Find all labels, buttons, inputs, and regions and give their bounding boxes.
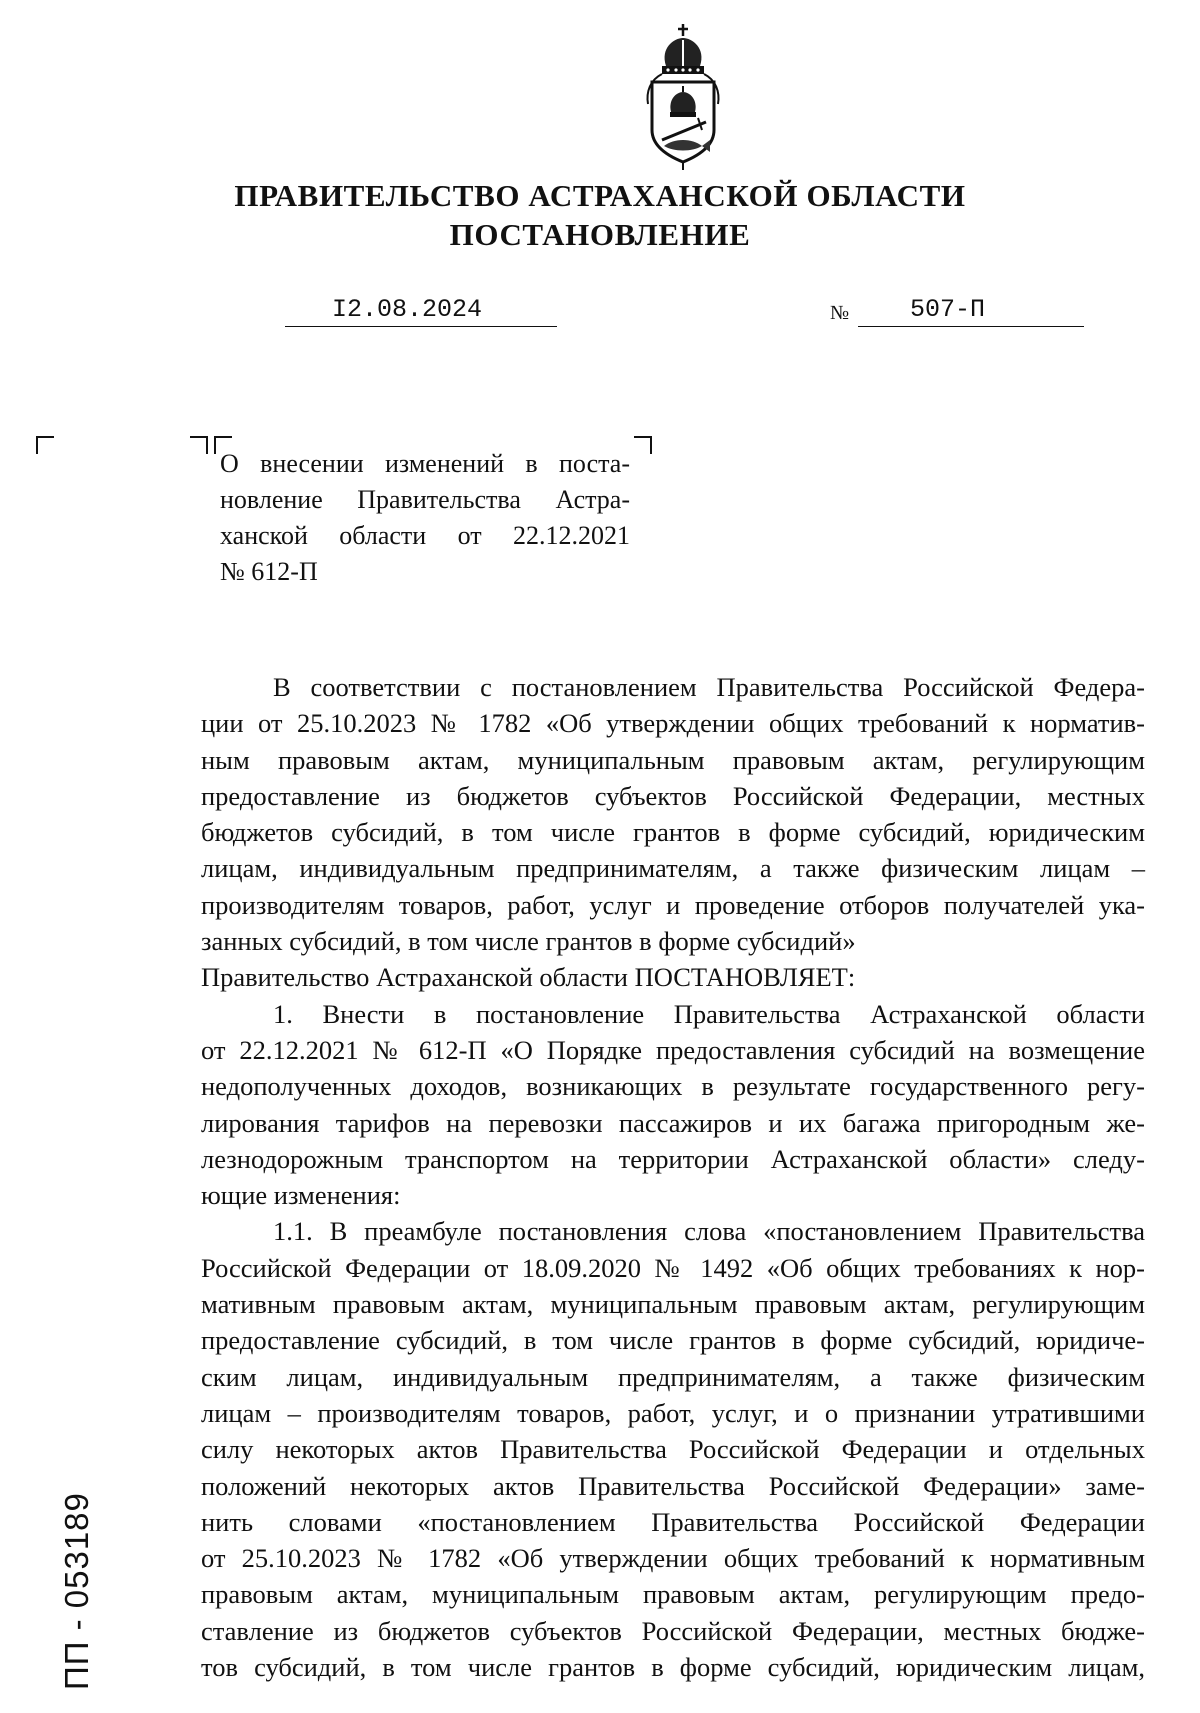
corner-mark-subject-close <box>634 436 652 454</box>
body-line: правовым актам, муниципальным правовым актам, регулирующим предо- <box>201 1579 1145 1610</box>
body-line: от 25.10.2023 № 1782 «Об утверждении общих требований к нормативным <box>201 1543 1145 1574</box>
body-line: 1.1. В преамбуле постановления слова «постановлением Правительства <box>273 1216 1145 1247</box>
body-line: ставление из бюджетов субъектов Российской Федерации, местных бюдже- <box>201 1615 1145 1646</box>
body-line: лицам – производителям товаров, работ, услуг, и о признании утратившими <box>201 1397 1145 1428</box>
body-line: силу некоторых актов Правительства Российской Федерации и отдельных <box>201 1434 1145 1465</box>
body-line: производителям товаров, работ, услуг и проведение отборов получателей ука- <box>201 889 1145 920</box>
body-line: ющие изменения: <box>201 1180 401 1211</box>
body-line: занных субсидий, в том числе грантов в форме субсидий» <box>201 926 856 957</box>
body-line: бюджетов субсидий, в том числе грантов в форме субсидий, юридическим <box>201 817 1145 848</box>
date-field <box>285 290 557 327</box>
document-date: I2.08.2024 <box>332 295 483 324</box>
document-body <box>201 669 1145 1685</box>
subject-line: О внесении изменений в поста- <box>220 449 630 478</box>
subject-line: новление Правительства Астра- <box>220 485 630 514</box>
body-line: лезнодорожным транспортом на территории Астраханской области» следу- <box>201 1143 1145 1174</box>
number-field <box>858 290 1084 327</box>
body-line: ским лицам, индивидуальным предпринимателям, а также физическим <box>201 1361 1145 1392</box>
body-line: ным правовым актам, муниципальным правовым актам, регулирующим <box>201 744 1145 775</box>
subject-line: ханской области от 22.12.2021 <box>220 521 630 550</box>
body-line: тов субсидий, в том числе грантов в форме субсидий, юридическим лицам, <box>201 1652 1145 1683</box>
number-label: № <box>830 302 850 324</box>
subject-line: № 612-П <box>220 557 318 586</box>
body-line: 1. Внести в постановление Правительства Астраханской области <box>273 998 1145 1029</box>
body-line: лицам, индивидуальным предпринимателям, а также физическим лицам – <box>201 853 1145 884</box>
margin-serial-stamp: ПП - 053189 <box>58 1492 95 1690</box>
document-number: 507-П <box>910 295 986 324</box>
coat-of-arms-emblem <box>638 22 728 172</box>
body-line: положений некоторых актов Правительства Российской Федерации» заме- <box>201 1470 1145 1501</box>
document-subject <box>220 446 630 590</box>
corner-mark-subject-start <box>190 436 208 454</box>
body-line: В соответствии с постановлением Правительства Российской Федера- <box>273 672 1145 702</box>
body-line: лирования тарифов на перевозки пассажиров и их багажа пригородным же- <box>201 1107 1145 1138</box>
body-line: ции от 25.10.2023 № 1782 «Об утверждении общих требований к норматив- <box>201 708 1145 739</box>
body-line: от 22.12.2021 № 612-П «О Порядке предоставления субсидий на возмещение <box>201 1034 1145 1065</box>
body-line: предоставление субсидий, в том числе грантов в форме субсидий, юридиче- <box>201 1325 1145 1356</box>
body-line: нить словами «постановлением Правительства Российской Федерации <box>201 1506 1145 1537</box>
body-line: предоставление из бюджетов субъектов Российской Федерации, местных <box>201 780 1145 811</box>
body-line: мативным правовым актам, муниципальным правовым актам, регулирующим <box>201 1289 1145 1320</box>
body-line: недополученных доходов, возникающих в результате государственного регу- <box>201 1071 1145 1102</box>
corner-mark-left <box>36 436 54 454</box>
document-type-title: ПОСТАНОВЛЕНИЕ <box>449 217 751 252</box>
body-line: Российской Федерации от 18.09.2020 № 1492 «Об общих требованиях к нор- <box>201 1252 1145 1283</box>
authority-title: ПРАВИТЕЛЬСТВО АСТРАХАНСКОЙ ОБЛАСТИ <box>234 178 966 213</box>
body-line: Правительство Астраханской области ПОСТАНОВЛЯЕТ: <box>201 962 856 993</box>
